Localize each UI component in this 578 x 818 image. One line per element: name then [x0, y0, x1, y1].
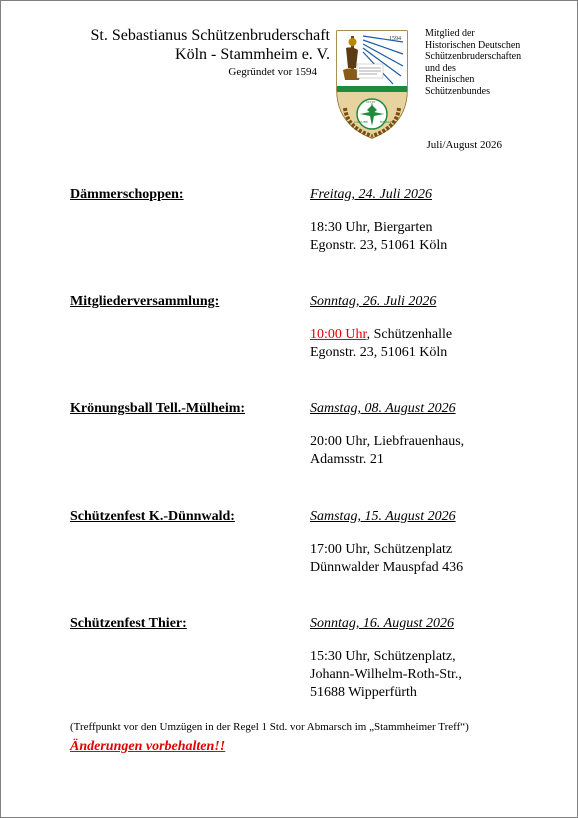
- membership-note: [425, 28, 565, 98]
- event-details: [310, 326, 452, 362]
- event-address: 51688 Wipperfürth: [310, 685, 417, 700]
- event-address: Egonstr. 23, 51061 Köln: [310, 238, 448, 253]
- meeting-point-note: (Treffpunkt vor den Umzügen in der Regel 1 Std. vor Abmarsch im „Stammheimer Treff“): [70, 721, 469, 733]
- event-details: [310, 648, 462, 702]
- event-time-place: [310, 541, 463, 559]
- event-place: , Liebfrauenhaus,: [366, 434, 465, 449]
- event-time-place: [310, 433, 464, 451]
- membership-line: Mitglied der: [425, 28, 475, 39]
- svg-text:1594: 1594: [389, 36, 401, 42]
- event-date: Sonntag, 26. Juli 2026: [310, 294, 437, 309]
- membership-line: Historischen Deutschen: [425, 39, 521, 51]
- changes-reserved-notice: Änderungen vorbehalten!!: [70, 739, 226, 754]
- event-details: [310, 219, 447, 255]
- event-date: Samstag, 15. August 2026: [310, 509, 456, 524]
- event-place: , Schützenhalle: [366, 327, 453, 342]
- org-name-line2: Köln - Stammheim e. V.: [175, 46, 330, 63]
- event-address: Johann-Wilhelm-Roth-Str.,: [310, 667, 462, 682]
- event-address: Egonstr. 23, 51061 Köln: [310, 345, 448, 360]
- svg-text:SITTE: SITTE: [366, 100, 376, 104]
- org-name-line1: St. Sebastianus Schützenbruderschaft: [90, 27, 330, 44]
- event-time: 20:00 Uhr: [310, 434, 367, 449]
- event-time-place: [310, 219, 447, 237]
- event-date: Sonntag, 16. August 2026: [310, 616, 455, 631]
- svg-text:GLAUBE: GLAUBE: [354, 120, 369, 124]
- club-emblem-logo: [333, 28, 411, 140]
- event-address: Adamsstr. 21: [310, 452, 384, 467]
- membership-line: und des: [425, 62, 456, 74]
- event-details: [310, 433, 464, 469]
- membership-line: Rheinischen: [425, 74, 475, 86]
- event-time-highlighted: 10:00 Uhr: [310, 327, 367, 342]
- founded-note: Gegründet vor 1594: [228, 66, 317, 78]
- event-date: Samstag, 08. August 2026: [310, 401, 456, 416]
- event-place: , Schützenplatz,: [366, 649, 456, 664]
- event-place: , Biergarten: [366, 220, 433, 235]
- event-time-place: [310, 326, 452, 344]
- event-time: 18:30 Uhr: [310, 220, 367, 235]
- membership-line: Schützenbruderschaften: [425, 51, 522, 63]
- svg-text:HEIMAT: HEIMAT: [380, 120, 394, 124]
- event-address: Dünnwalder Mauspfad 436: [310, 560, 464, 575]
- event-details: [310, 541, 463, 577]
- issue-date: Juli/August 2026: [426, 139, 502, 151]
- event-time-place: [310, 648, 462, 666]
- event-title: Krönungsball Tell.-Mülheim:: [70, 401, 246, 416]
- event-place: , Schützenplatz: [366, 542, 453, 557]
- event-title: Schützenfest Thier:: [70, 616, 187, 631]
- event-time: 17:00 Uhr: [310, 542, 367, 557]
- event-title: Schützenfest K.-Dünnwald:: [70, 509, 235, 524]
- event-title: Dämmerschoppen:: [70, 187, 184, 202]
- event-title: Mitgliederversammlung:: [70, 294, 220, 309]
- event-date: Freitag, 24. Juli 2026: [310, 187, 432, 202]
- event-time: 15:30 Uhr: [310, 649, 367, 664]
- membership-line: Schützenbundes: [425, 85, 490, 97]
